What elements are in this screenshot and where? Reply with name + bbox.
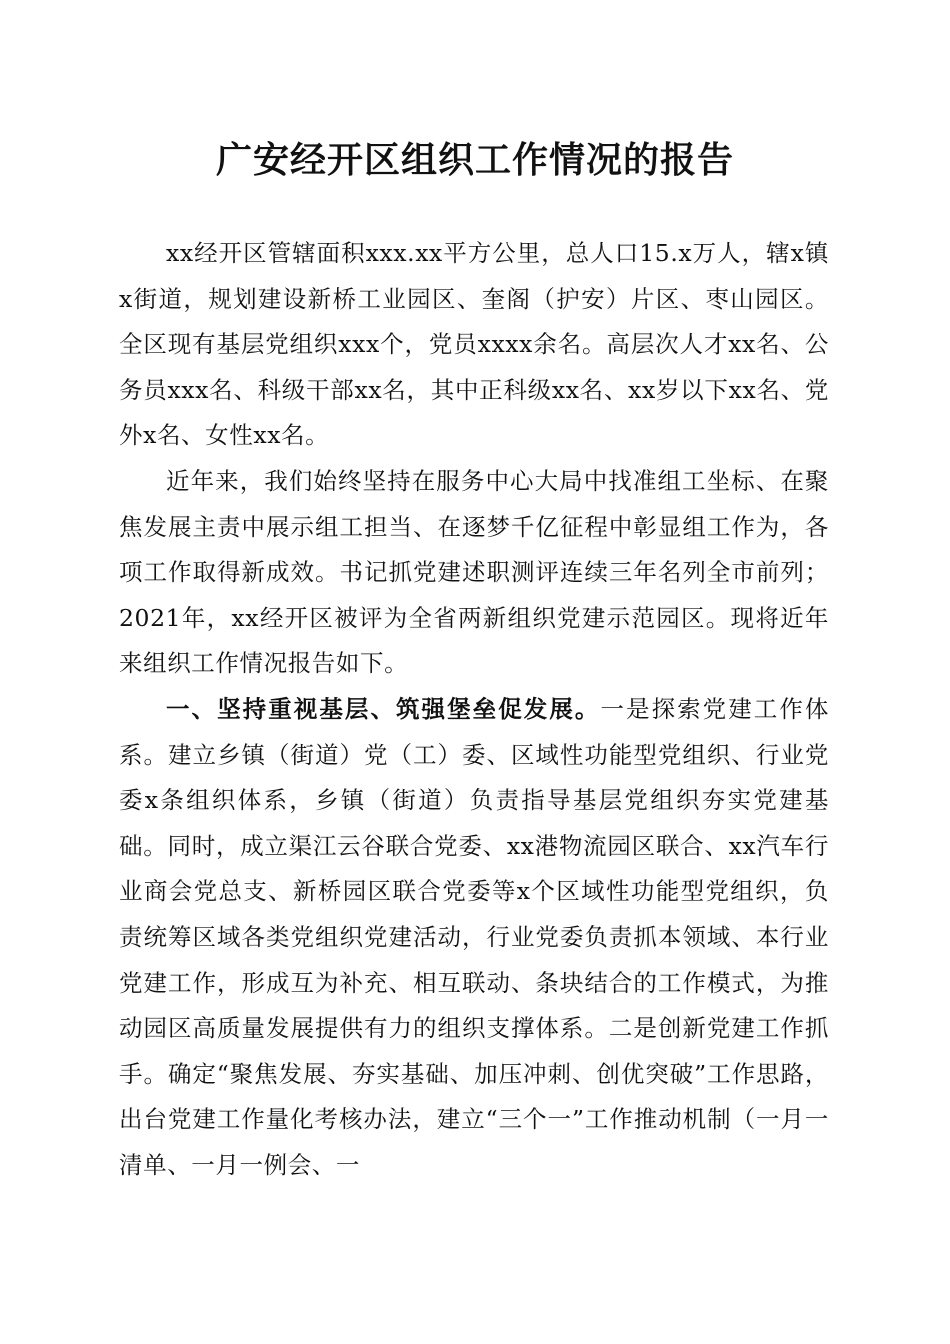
paragraph-overview-text: xx经开区管辖面积xxx.xx平方公里，总人口15.x万人，辖x镇x街道，规划建设新桥工业园区、奎阁（护安）片区、枣山园区。全区现有基层党组织xxx个，党员xxxx余名。高层次人才xx名、公务员xxx名、科级干部xx名，其中正科级xx名、xx岁以下xx名、党外x名、女性xx名。 [119, 239, 829, 450]
paragraph-achievements-text: 近年来，我们始终坚持在服务中心大局中找准组工坐标、在聚焦发展主责中展示组工担当、在逐梦千亿征程中彰显组工作为，各项工作取得新成效。书记抓党建述职测评连续三年名列全市前列；2021年，xx经开区被评为全省两新组织党建示范园区。现将近年来组织工作情况报告如下。 [119, 466, 829, 678]
paragraph-section-one [119, 687, 829, 1189]
section-heading: 一、坚持重视基层、筑强堡垒促发展。 [166, 694, 601, 723]
paragraph-overview [119, 231, 829, 459]
document-body [119, 231, 829, 1188]
document-title: 广安经开区组织工作情况的报告 [215, 139, 734, 181]
paragraph-section-one-text: 一是探索党建工作体系。建立乡镇（街道）党（工）委、区域性功能型党组织、行业党委x条组织体系，乡镇（街道）负责指导基层党组织夯实党建基础。同时，成立渠江云谷联合党委、xx港物流园区联合、xx汽车行业商会党总支、新桥园区联合党委等x个区域性功能型党组织，负责统筹区域各类党组织党建活动，行业党委负责抓本领域、本行业党建工作，形成互为补充、相互联动、条块结合的工作模式，为推动园区高质量发展提供有力的组织支撑体系。二是创新党建工作抓手。确定“聚焦发展、夯实基础、加压冲刺、创优突破”工作思路，出台党建工作量化考核办法，建立“三个一”工作推动机制（一月一清单、一月一例会、一 [119, 694, 829, 1179]
paragraph-achievements [119, 459, 829, 687]
